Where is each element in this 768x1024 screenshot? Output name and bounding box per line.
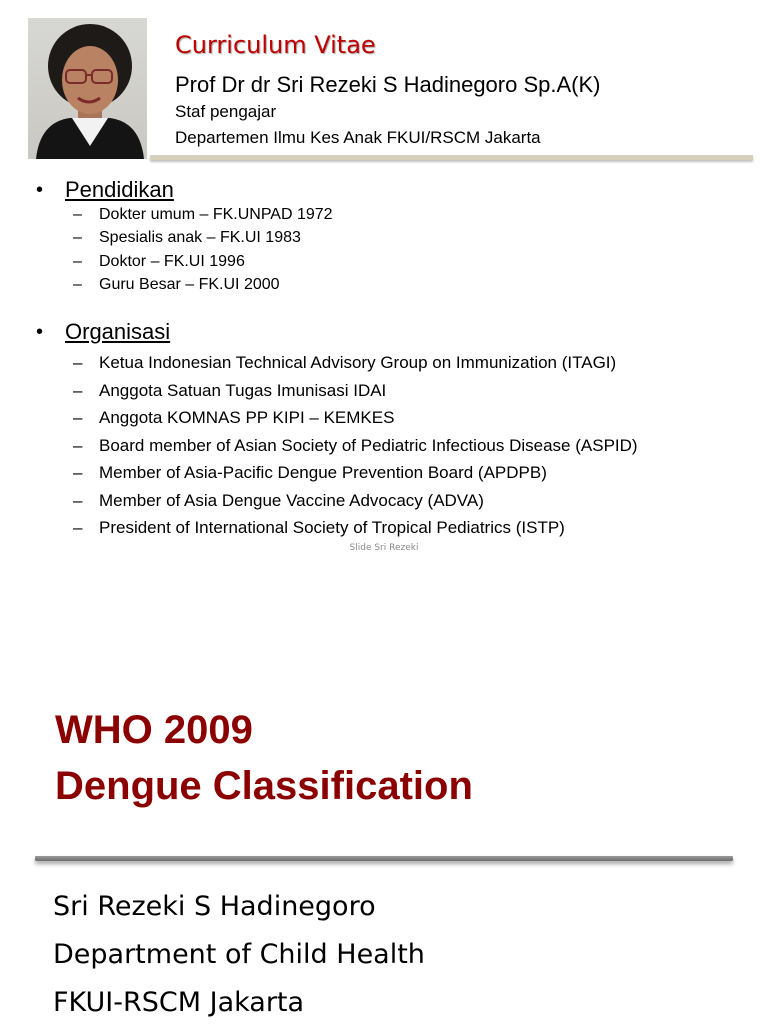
organization-heading — [36, 317, 638, 347]
list-item — [36, 377, 638, 405]
list-item-text: Ketua Indonesian Technical Advisory Group on Immunization (ITAGI) — [99, 353, 617, 372]
person-department: Departemen Ilmu Kes Anak FKUI/RSCM Jakarta — [175, 128, 541, 147]
person-role: Staf pengajar — [175, 102, 277, 121]
list-item — [36, 250, 333, 273]
list-item-text: President of International Society of Tropical Pediatrics (ISTP) — [99, 518, 565, 537]
list-item — [36, 514, 638, 542]
list-item-text: Member of Asia Dengue Vaccine Advocacy (ADVA) — [99, 490, 484, 510]
dash-icon: – — [73, 435, 83, 455]
dash-icon: – — [73, 275, 82, 293]
title-divider — [35, 856, 733, 861]
author-name: Sri Rezeki S Hadinegoro — [53, 891, 376, 922]
education-title: Pendidikan — [65, 177, 174, 202]
title-slide — [0, 560, 768, 1024]
header-divider — [150, 155, 753, 160]
education-heading — [36, 177, 333, 203]
dash-icon: – — [73, 408, 83, 427]
dash-icon: – — [73, 490, 83, 510]
organization-list — [36, 349, 638, 542]
author-department: Department of Child Health — [53, 939, 425, 970]
dash-icon: – — [73, 463, 83, 482]
portrait-photo — [28, 18, 147, 159]
author-block — [53, 883, 425, 1024]
title-line-1: WHO 2009 — [55, 708, 253, 752]
education-section — [36, 177, 333, 296]
list-item-text: Board member of Asian Society of Pediatric Infectious Disease (ASPID) — [99, 435, 638, 455]
list-item — [36, 432, 638, 460]
list-item-text: Anggota Satuan Tugas Imunisasi IDAI — [99, 380, 387, 400]
list-item-text: Member of Asia-Pacific Dengue Prevention Board (APDPB) — [99, 463, 547, 482]
list-item-text: Anggota KOMNAS PP KIPI – KEMKES — [99, 408, 395, 427]
list-item-text: Spesialis anak – FK.UI 1983 — [99, 229, 301, 247]
list-item — [36, 226, 333, 249]
organization-section — [36, 317, 638, 542]
cv-title: Curriculum Vitae — [175, 31, 376, 59]
education-list — [36, 203, 333, 296]
list-item — [36, 349, 638, 377]
bullet-icon: • — [36, 178, 44, 201]
title-line-2: Dengue Classification — [55, 764, 473, 808]
dash-icon: – — [73, 380, 83, 400]
dash-icon: – — [73, 206, 82, 223]
bullet-icon: • — [36, 320, 44, 343]
list-item — [36, 487, 638, 515]
slide-footer-note: Slide Sri Rezeki — [349, 543, 419, 553]
dash-icon: – — [73, 518, 83, 537]
dash-icon: – — [73, 229, 82, 247]
list-item — [36, 273, 333, 296]
organization-title: Organisasi — [65, 319, 171, 344]
presentation-title — [55, 702, 473, 814]
list-item — [36, 459, 638, 487]
list-item-text: Dokter umum – FK.UNPAD 1972 — [99, 206, 333, 223]
list-item-text: Doktor – FK.UI 1996 — [99, 252, 245, 270]
dash-icon: – — [73, 353, 83, 372]
list-item — [36, 404, 638, 432]
author-institution: FKUI-RSCM Jakarta — [53, 987, 305, 1018]
list-item — [36, 203, 333, 226]
dash-icon: – — [73, 252, 82, 270]
list-item-text: Guru Besar – FK.UI 2000 — [99, 275, 280, 293]
person-name: Prof Dr dr Sri Rezeki S Hadinegoro Sp.A(K) — [175, 72, 601, 97]
